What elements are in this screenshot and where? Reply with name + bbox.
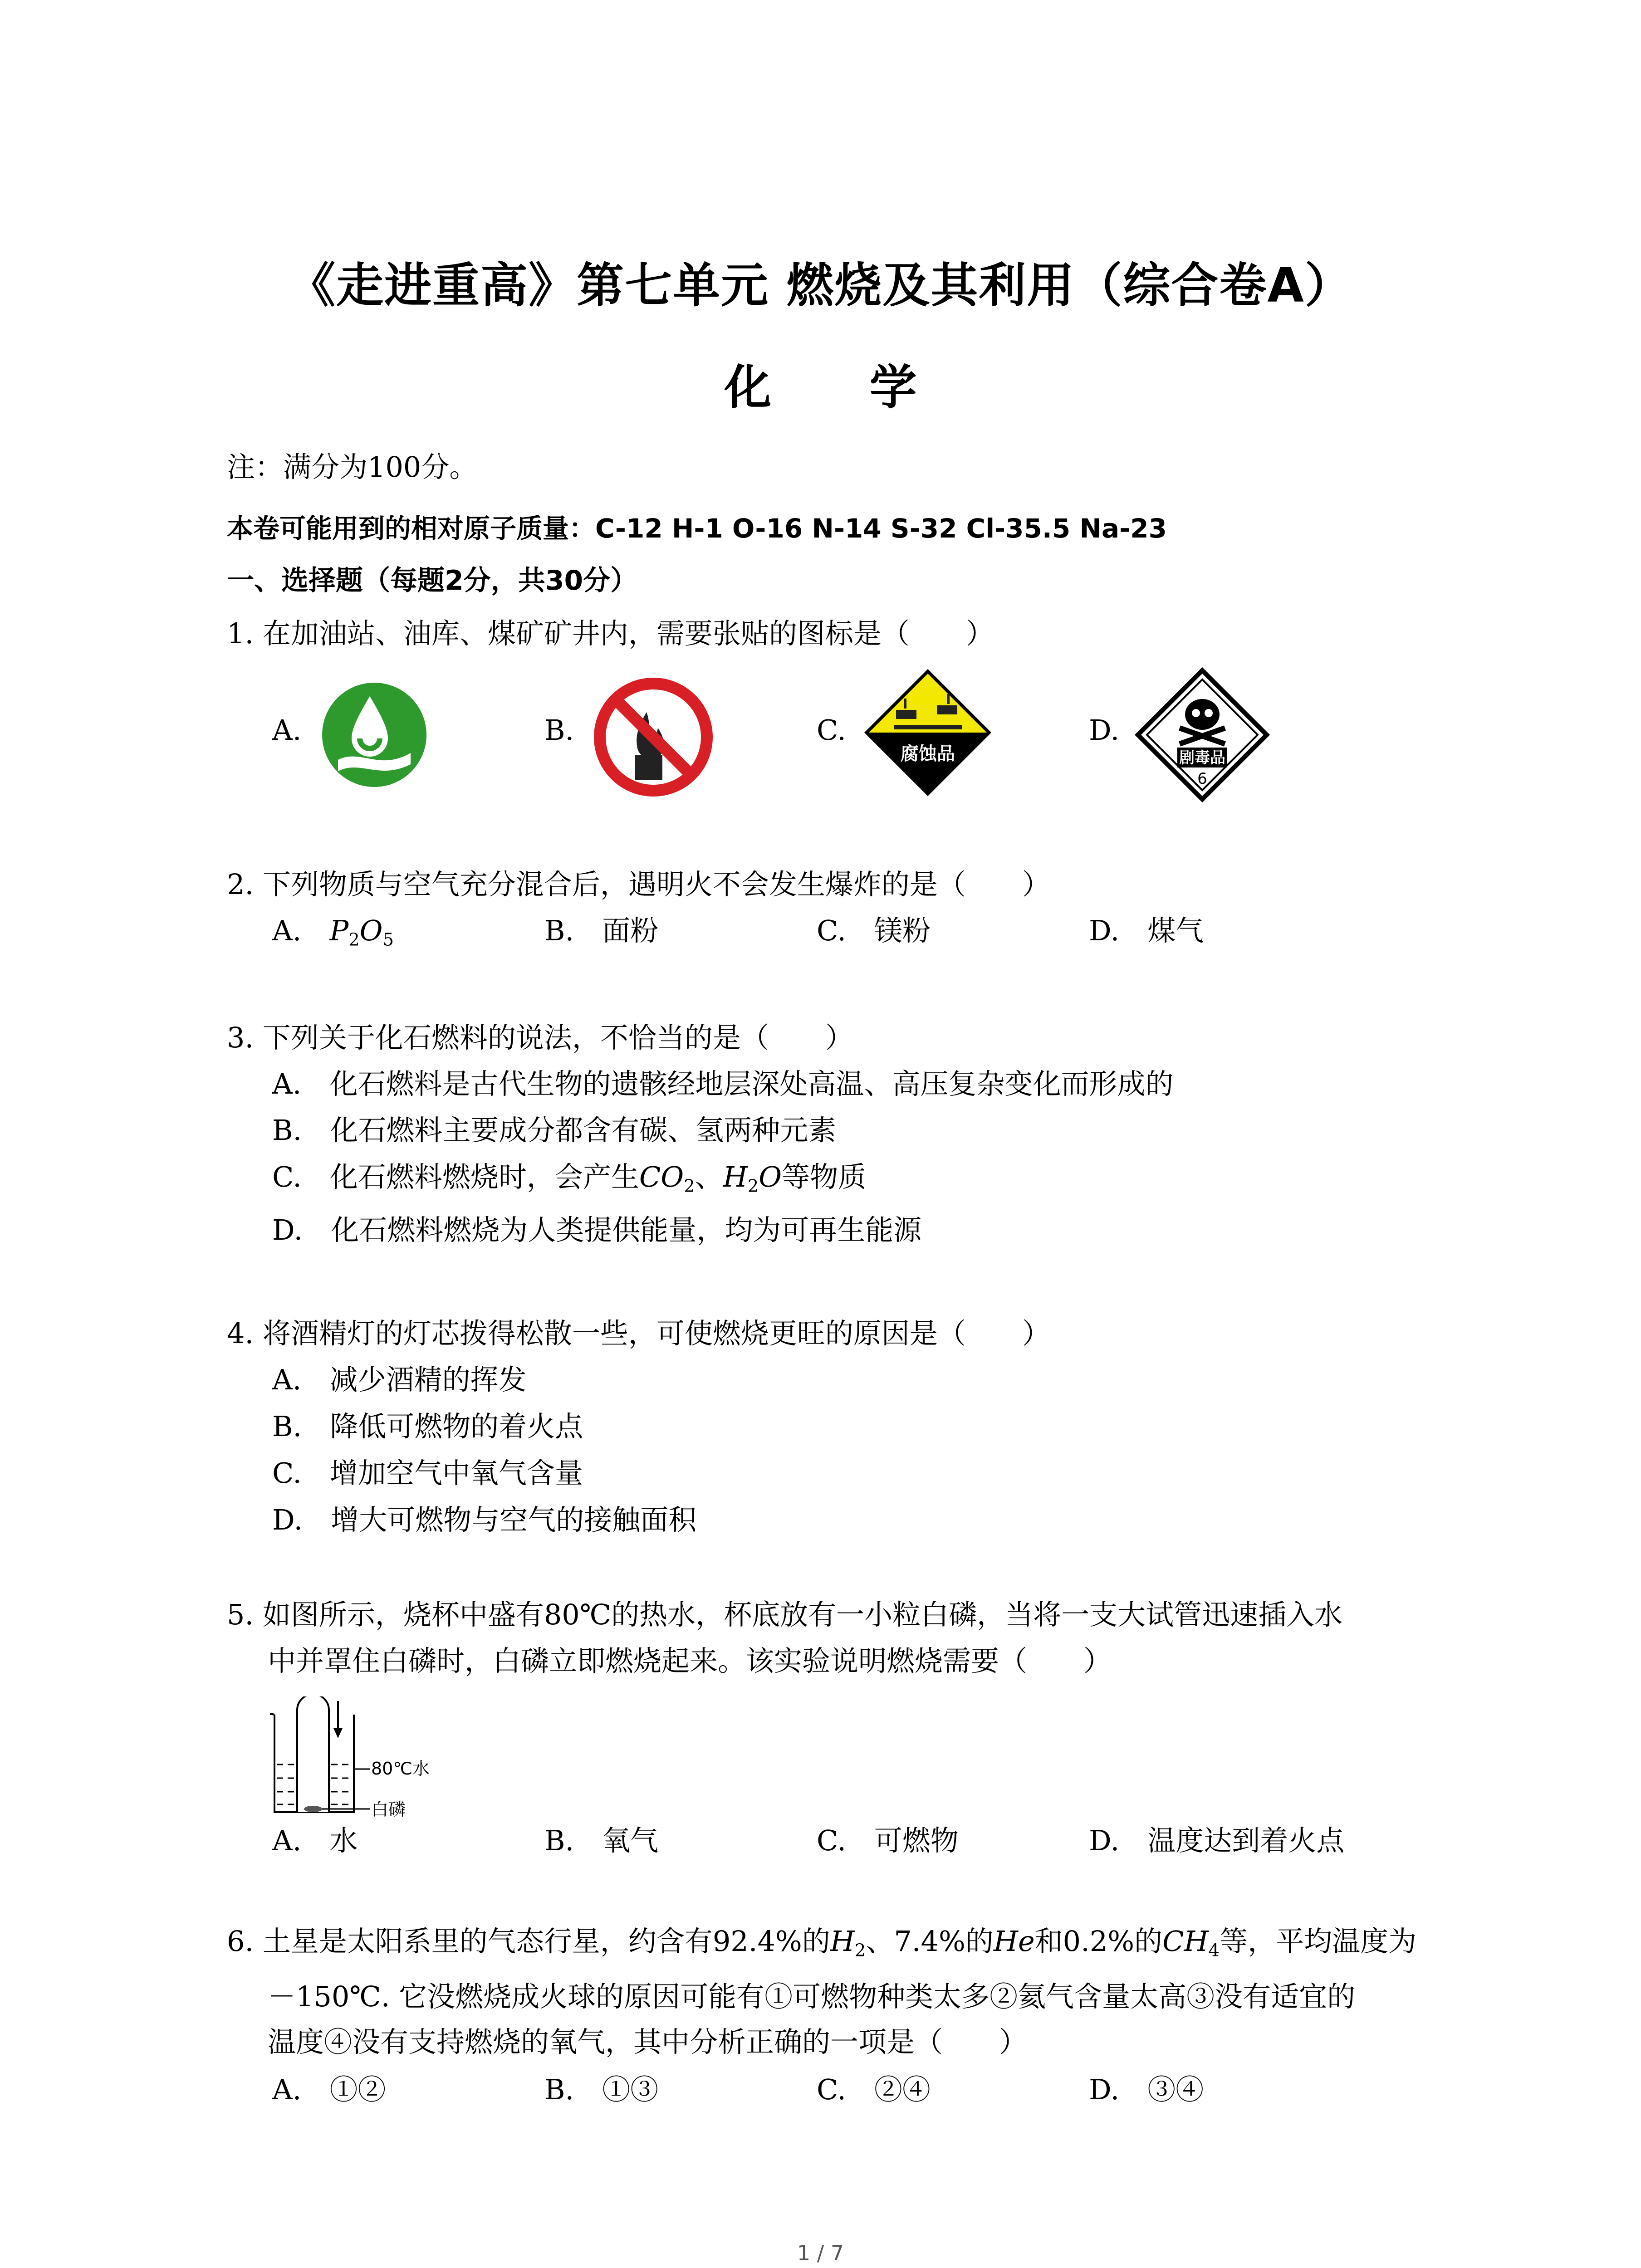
q4-option-b: B. 降低可燃物的着火点 bbox=[272, 1410, 583, 1443]
q1-option-b-label: B. bbox=[544, 714, 574, 747]
toxic-sign-icon bbox=[1134, 667, 1270, 803]
q2-option-c: C. 镁粉 bbox=[817, 914, 931, 947]
q3-option-c: C. 化石燃料燃烧时，会产生$CO_2$、$H_2O$等物质 bbox=[272, 1160, 867, 1197]
q6-stem-line2: －150℃. 它没燃烧成火球的原因可能有①可燃物种类太多②氦气含量太高③没有适宜的 bbox=[268, 1980, 1356, 2013]
q2-option-d: D. 煤气 bbox=[1089, 914, 1204, 947]
q6-option-c: C. ②④ bbox=[817, 2073, 931, 2106]
q4-option-c: C. 增加空气中氧气含量 bbox=[272, 1457, 583, 1490]
q5-option-c: C. 可燃物 bbox=[817, 1824, 959, 1857]
q5-option-d: D. 温度达到着火点 bbox=[1089, 1824, 1345, 1857]
toxic-class-number: 6 bbox=[1197, 770, 1207, 788]
toxic-label: 剧毒品 bbox=[1179, 749, 1225, 767]
water-label: 80℃水 bbox=[371, 1759, 430, 1779]
beaker-experiment-diagram bbox=[268, 1696, 440, 1828]
corrosive-label: 腐蚀品 bbox=[901, 743, 955, 764]
q1-option-c-label: C. bbox=[817, 714, 846, 747]
q3-option-d: D. 化石燃料燃烧为人类提供能量，均为可再生能源 bbox=[272, 1213, 922, 1246]
q1-option-d-label: D. bbox=[1089, 714, 1120, 747]
q1-stem: 1. 在加油站、油库、煤矿矿井内，需要张贴的图标是（ ） bbox=[227, 617, 994, 650]
note: 注：满分为100分。 bbox=[227, 450, 478, 484]
q6-stem-line1: 6. 土星是太阳系里的气态行星，约含有92.4%的$H_2$、7.4%的He和0.2%的$CH_4$等，平均温度为 bbox=[227, 1925, 1417, 1961]
q6-option-a: A. ①② bbox=[272, 2073, 386, 2106]
water-drop-sign-icon bbox=[320, 680, 429, 789]
q3-stem: 3. 下列关于化石燃料的说法，不恰当的是（ ） bbox=[227, 1021, 853, 1054]
atomic-mass-line: 本卷可能用到的相对原子质量：C-12 H-1 O-16 N-14 S-32 Cl-35.5 Na-23 bbox=[227, 513, 1167, 544]
q6-stem-line3: 温度④没有支持燃烧的氧气，其中分析正确的一项是（ ） bbox=[268, 2025, 1028, 2058]
q2-option-a: A. $P_2O_5$ bbox=[272, 914, 394, 950]
q6-option-b: B. ①③ bbox=[544, 2073, 659, 2106]
exam-title: 《走进重高》第七单元 燃烧及其利用（综合卷A） bbox=[288, 258, 1353, 313]
q6-option-d: D. ③④ bbox=[1089, 2073, 1204, 2106]
q5-stem-line1: 5. 如图所示，烧杯中盛有80℃的热水，杯底放有一小粒白磷，当将一支大试管迅速插入水 bbox=[227, 1598, 1343, 1631]
q5-option-a: A. 水 bbox=[272, 1824, 358, 1857]
exam-subject: 化 学 bbox=[724, 360, 958, 415]
q3-option-a: A. 化石燃料是古代生物的遗骸经地层深处高温、高压复杂变化而形成的 bbox=[272, 1067, 1174, 1100]
page-number: 1 / 7 bbox=[797, 2241, 844, 2265]
q4-option-a: A. 减少酒精的挥发 bbox=[272, 1363, 527, 1396]
q3-option-b: B. 化石燃料主要成分都含有碳、氢两种元素 bbox=[272, 1114, 837, 1147]
corrosive-sign-icon bbox=[862, 667, 994, 798]
q4-option-d: D. 增大可燃物与空气的接触面积 bbox=[272, 1503, 697, 1536]
phosphorus-label: 白磷 bbox=[371, 1799, 406, 1819]
q2-stem: 2. 下列物质与空气充分混合后，遇明火不会发生爆炸的是（ ） bbox=[227, 868, 1050, 901]
no-fire-sign-icon bbox=[592, 676, 715, 798]
q4-stem: 4. 将酒精灯的灯芯拨得松散一些，可使燃烧更旺的原因是（ ） bbox=[227, 1317, 1050, 1350]
q5-option-b: B. 氧气 bbox=[544, 1824, 659, 1857]
section-heading: 一、选择题（每题2分，共30分） bbox=[227, 565, 638, 596]
q1-option-a-label: A. bbox=[272, 714, 302, 747]
q5-stem-line2: 中并罩住白磷时，白磷立即燃烧起来。该实验说明燃烧需要（ ） bbox=[268, 1644, 1112, 1677]
q2-option-b: B. 面粉 bbox=[544, 914, 659, 947]
